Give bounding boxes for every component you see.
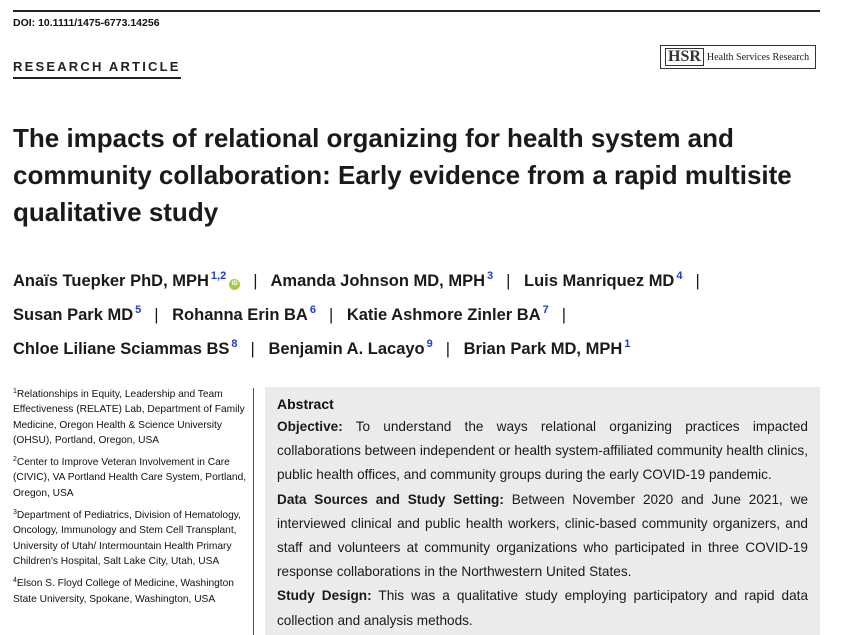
- affiliation-text: Elson S. Floyd College of Medicine, Washington State University, Spokane, Washington, USA: [13, 578, 234, 605]
- author-separator: |: [253, 272, 258, 290]
- author-separator: |: [561, 306, 567, 324]
- author[interactable]: [13, 272, 240, 290]
- author-name[interactable]: Benjamin A. Lacayo: [268, 340, 425, 358]
- affiliation-text: Relationships in Equity, Leadership and Team Effectiveness (RELATE) Lab, Department of Family Medicine, Oregon Health & Science University (OHSU), Portland, Oregon, USA: [13, 389, 245, 446]
- author-name[interactable]: Chloe Liliane Sciammas BS: [13, 340, 230, 358]
- author[interactable]: [464, 340, 631, 358]
- journal-name: Health Services Research: [706, 51, 810, 63]
- author-name[interactable]: Rohanna Erin BA: [172, 306, 308, 324]
- author-affiliation-ref[interactable]: 3: [487, 270, 494, 282]
- author[interactable]: [13, 306, 141, 324]
- author-affiliation-ref[interactable]: 5: [135, 304, 142, 316]
- author[interactable]: [347, 306, 549, 324]
- abstract-section-text: To understand the ways relational organizing practices impacted collaborations between independent or health system-affiliated community health clinics, public health offices, and community groups during the early COVID-19 pandemic.: [277, 419, 808, 483]
- abstract-section-text: This was a qualitative study employing participatory and rapid data collection and analysis methods.: [277, 588, 809, 628]
- abstract-objective: [277, 415, 808, 488]
- author[interactable]: [13, 340, 238, 358]
- author-name[interactable]: Brian Park MD, MPH: [463, 340, 623, 358]
- author[interactable]: [268, 340, 432, 358]
- abstract-section-text: Between November 2020 and June 2021, we interviewed clinical and public health workers, clinic-based community organizers, and staff and volunteers at community organizations who participated in three COVID-19 response collaborations in the Northwestern United States.: [277, 491, 809, 580]
- author-separator: |: [154, 306, 159, 324]
- affiliations-sidebar: [13, 384, 249, 611]
- author-affiliation-ref[interactable]: 9: [426, 338, 433, 350]
- author-separator: |: [695, 272, 700, 290]
- author-affiliation-ref[interactable]: 8: [231, 338, 238, 350]
- column-divider: [253, 388, 254, 635]
- affiliation: [13, 505, 249, 569]
- author-affiliation-ref[interactable]: 7: [542, 304, 549, 316]
- affiliation-number: 3: [13, 509, 17, 517]
- affiliation-number: 1: [13, 388, 17, 395]
- author[interactable]: [270, 272, 493, 290]
- abstract-section-label: Data Sources and Study Setting:: [277, 491, 504, 507]
- author-name[interactable]: Susan Park MD: [13, 306, 134, 324]
- abstract-study-design: [277, 584, 808, 632]
- journal-abbr: HSR: [665, 48, 704, 66]
- abstract-section-label: Objective:: [277, 419, 343, 434]
- affiliation-number: 4: [13, 577, 17, 585]
- author-affiliation-ref[interactable]: 1: [624, 338, 631, 350]
- author-affiliation-ref[interactable]: 4: [676, 270, 683, 282]
- author-separator: |: [445, 340, 451, 358]
- journal-logo[interactable]: [660, 45, 816, 69]
- abstract-data-sources: [277, 488, 808, 585]
- author-list: [13, 262, 833, 364]
- author-separator: |: [328, 306, 334, 324]
- article-type-label: RESEARCH ARTICLE: [13, 59, 181, 79]
- affiliation: [13, 452, 249, 501]
- affiliation: [13, 573, 249, 607]
- top-rule: [13, 10, 820, 12]
- author-name[interactable]: Katie Ashmore Zinler BA: [346, 306, 541, 324]
- author-name[interactable]: Anaïs Tuepker PhD, MPH: [13, 272, 209, 290]
- author-name[interactable]: Luis Manriquez MD: [524, 272, 675, 290]
- author-separator: |: [250, 340, 255, 358]
- author-affiliation-ref[interactable]: 6: [309, 304, 316, 316]
- affiliation-text: Department of Pediatrics, Division of Hematology, Oncology, Immunology and Stem Cell Transplant, University of Utah/ Intermountain Health Primary Children's Hospital, Salt Lake City, Utah, USA: [13, 510, 241, 567]
- abstract-box: [265, 387, 820, 635]
- affiliation-number: 2: [13, 456, 17, 464]
- abstract-section-label: Study Design:: [277, 588, 372, 604]
- affiliation: [13, 384, 249, 448]
- author[interactable]: [172, 306, 316, 324]
- article-title: The impacts of relational organizing for health system and community collaboration: Early evidence from a rapid multisite qualitative study: [13, 123, 792, 227]
- author[interactable]: [524, 272, 682, 290]
- author-affiliation-ref[interactable]: 1,2: [210, 270, 227, 282]
- orcid-icon[interactable]: iD: [229, 279, 240, 290]
- affiliation-text: Center to Improve Veteran Involvement in Care (CIVIC), VA Portland Health Care System, Portland, Oregon, USA: [13, 457, 247, 499]
- doi-text[interactable]: DOI: 10.1111/1475-6773.14256: [13, 17, 160, 29]
- abstract-heading: Abstract: [277, 396, 334, 412]
- author-separator: |: [506, 272, 511, 290]
- author-name[interactable]: Amanda Johnson MD, MPH: [270, 272, 485, 290]
